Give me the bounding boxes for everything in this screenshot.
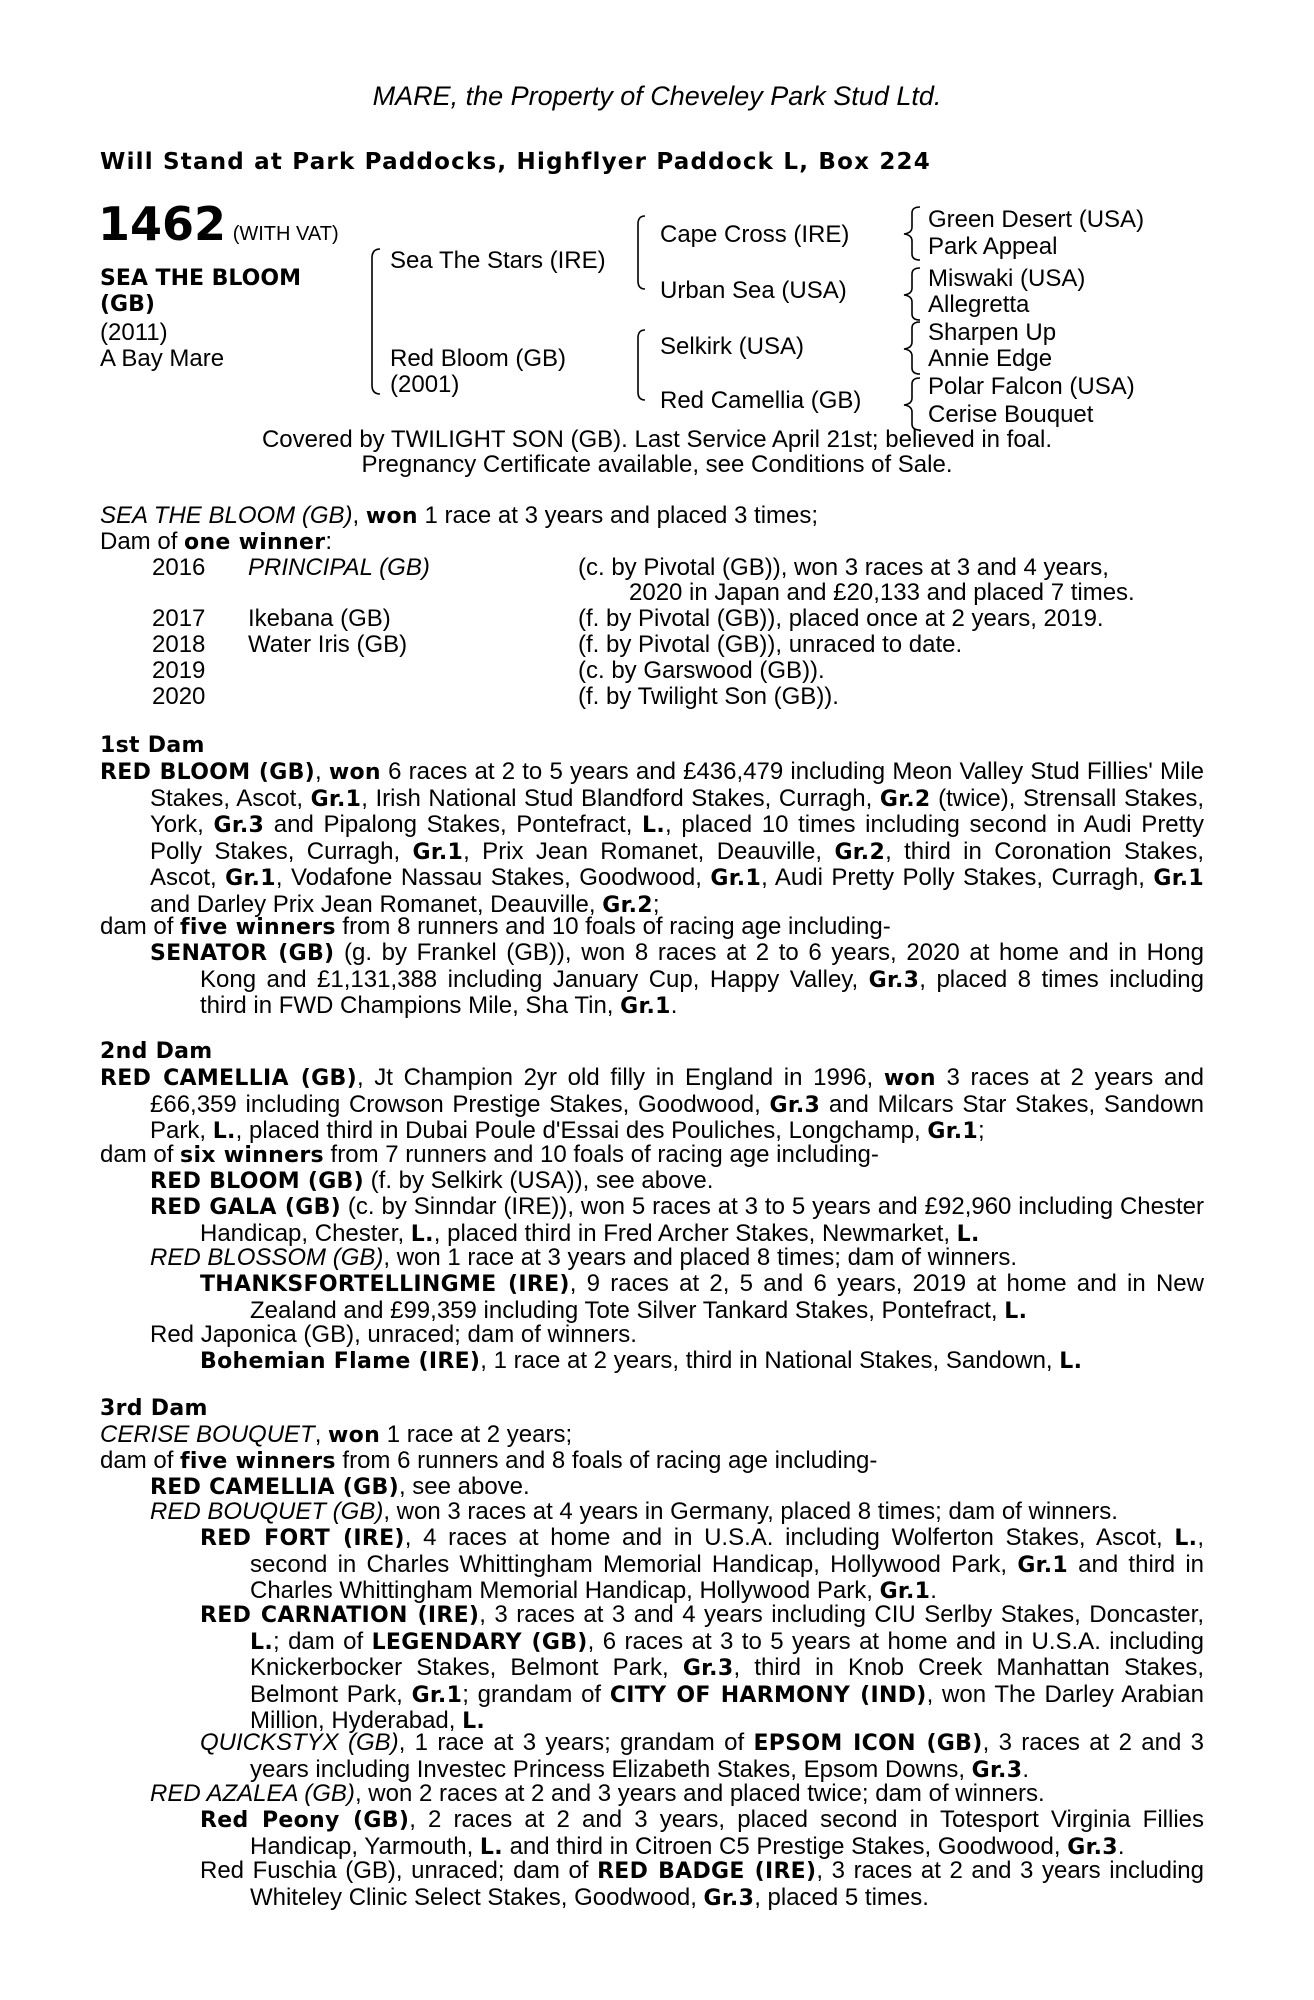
third-dam-record	[100, 1422, 572, 1449]
won-label: won	[328, 760, 381, 785]
winner-name: Bohemian Flame (IRE)	[200, 1349, 481, 1374]
text: , won 1 race at 3 years and placed 8 times; dam of winners.	[383, 1244, 1018, 1271]
grade: Gr.1	[1153, 866, 1204, 892]
grade: Gr.3	[1067, 1834, 1118, 1860]
text: , won The Darley Arabian Million, Hyderabad,	[250, 1680, 1204, 1735]
dam-year: (2001)	[390, 371, 460, 398]
bohemian-flame-entry	[200, 1348, 1082, 1375]
text: dam of	[100, 913, 181, 940]
first-dam-heading: 1st Dam	[100, 733, 205, 758]
mare-record-text: 1 race at 3 years and placed 3 times;	[424, 502, 819, 529]
text: , 3 races at 2 and 3 years including Whiteley Clinic Select Stakes, Goodwood,	[250, 1857, 1204, 1911]
grade: L.	[410, 1221, 434, 1247]
produce-year: 2020	[152, 683, 206, 710]
produce-name: Water Iris (GB)	[248, 631, 408, 658]
grade: L.	[956, 1221, 980, 1247]
grade: Gr.1	[310, 786, 362, 812]
grade: L.	[1174, 1526, 1198, 1551]
won-label: won	[365, 504, 418, 529]
grade: Gr.1	[710, 866, 762, 892]
grade: Gr.3	[213, 813, 265, 839]
text: , placed 10 times including second in Audi Pretty Polly Stakes, Curragh,	[150, 811, 1204, 865]
produce-year: 2018	[152, 631, 206, 658]
text: , 3 races at 3 and 4 years including CIU Serlby Stakes, Doncaster,	[479, 1601, 1204, 1628]
text: , 9 races at 2, 5 and 6 years, 2019 at home and in New Zealand and £99,359 including Tote Silver Tankard Stakes, Pontefract,	[250, 1270, 1204, 1324]
second-dam-record	[100, 1065, 1204, 1145]
red-camellia-entry	[150, 1474, 530, 1501]
dam-of-line	[100, 529, 332, 556]
text: from 6 runners and 8 foals of racing age including-	[335, 1447, 878, 1474]
text: , third in Knob Creek Manhattan Stakes, Belmont Park,	[250, 1654, 1204, 1708]
great-grandparent: Annie Edge	[928, 345, 1053, 372]
text: 1 race at 2 years;	[380, 1421, 573, 1448]
produce-info: (f. by Pivotal (GB)), unraced to date.	[578, 631, 963, 658]
text: dam of	[100, 1141, 181, 1168]
grade: Gr.2	[879, 786, 931, 812]
dam-name: CERISE BOUQUET	[100, 1421, 315, 1448]
produce-year: 2019	[152, 657, 206, 684]
produce-info: (f. by Twilight Son (GB)).	[578, 683, 839, 710]
text: , 1 race at 3 years; grandam of	[398, 1729, 754, 1756]
text: , placed third in Dubai Poule d'Essai des Pouliches, Longchamp,	[235, 1117, 928, 1145]
great-grandparent: Green Desert (USA)	[928, 206, 1145, 233]
pregnancy-line: Pregnancy Certificate available, see Conditions of Sale.	[361, 451, 953, 478]
granddam-1: Urban Sea (USA)	[660, 277, 847, 304]
horse-name: SEA THE BLOOM	[100, 266, 301, 291]
lot-number-value: 1462	[98, 197, 227, 251]
first-dam-record	[100, 759, 1204, 919]
grade: L.	[462, 1709, 486, 1735]
grade: Gr.3	[703, 1885, 755, 1911]
quickstyx-entry	[200, 1730, 1204, 1783]
dam-name: RED BLOOM (GB)	[100, 760, 316, 785]
mare-name: SEA THE BLOOM (GB)	[100, 502, 353, 529]
produce-info: (f. by Pivotal (GB)), placed once at 2 years, 2019.	[578, 605, 1104, 632]
text: .	[1022, 1755, 1029, 1783]
grade: Gr.2	[834, 839, 886, 865]
text: and Milcars Star Stakes, Sandown Park,	[150, 1090, 1205, 1145]
red-bloom-entry	[150, 1168, 713, 1195]
great-grandparent: Allegretta	[928, 291, 1030, 318]
grade: Gr.3	[868, 967, 920, 993]
dam-of-label: Dam of	[100, 528, 178, 555]
grade: L.	[250, 1629, 273, 1655]
winners-count: five winners	[180, 1449, 336, 1474]
text: 3 races at 2 years and £66,359 including Crowson Prestige Stakes, Goodwood,	[150, 1064, 1205, 1118]
winner-name: QUICKSTYX (GB)	[200, 1729, 399, 1756]
winner-name: RED BLOSSOM (GB)	[150, 1244, 384, 1271]
winner-name: RED CAMELLIA (GB)	[150, 1475, 399, 1500]
text: , third in Coronation Stakes, Ascot,	[150, 837, 1204, 892]
first-dam-dam-of	[100, 914, 891, 941]
grade: Gr.1	[1017, 1552, 1068, 1578]
text: , Irish National Stud Blandford Stakes, Curragh,	[361, 784, 880, 812]
grade: Gr.1	[620, 994, 671, 1020]
stand-location: Will Stand at Park Paddocks, Highflyer Paddock L, Box 224	[100, 149, 931, 175]
text: .	[1117, 1832, 1125, 1860]
text: , 2 races at 2 and 3 years, placed second in Totesport Virginia Fillies Handicap, Yarmouth,	[250, 1806, 1205, 1860]
third-dam-dam-of	[100, 1448, 877, 1475]
produce-year: 2017	[152, 605, 206, 632]
text: (f. by Selkirk (USA)), see above.	[363, 1167, 714, 1194]
text: , Audi Pretty Polly Stakes, Curragh,	[761, 864, 1154, 892]
great-grandparent: Sharpen Up	[928, 319, 1057, 346]
text: dam of	[100, 1447, 181, 1474]
grade: Gr.1	[412, 839, 464, 865]
second-dam-dam-of	[100, 1142, 879, 1169]
red-bouquet-entry	[150, 1499, 1118, 1525]
won-label: won	[328, 1423, 381, 1448]
horse-description: A Bay Mare	[100, 345, 225, 372]
page-title: MARE, the Property of Cheveley Park Stud Ltd.	[372, 81, 942, 111]
granddam-2: Red Camellia (GB)	[660, 387, 862, 414]
winner-name: RED BLOOM (GB)	[150, 1169, 364, 1194]
third-dam-heading: 3rd Dam	[100, 1396, 208, 1421]
text: , won 3 races at 4 years in Germany, placed 8 times; dam of winners.	[383, 1498, 1118, 1525]
grade: Gr.3	[682, 1656, 734, 1682]
winners-count: six winners	[180, 1143, 324, 1168]
red-fuschia-entry	[200, 1858, 1204, 1911]
produce-info-cont: 2020 in Japan and £20,133 and placed 7 times.	[629, 579, 1135, 606]
produce-year: 2016	[152, 554, 206, 581]
red-gala-entry	[150, 1194, 1204, 1247]
winner-name: RED BOUQUET (GB)	[150, 1498, 384, 1525]
winners-count: five winners	[180, 915, 336, 940]
horse-name-country: (GB)	[100, 292, 155, 317]
text: 6 races at 2 to 5 years and £436,479 including Meon Valley Stud Fillies' Mile Stakes, Ascot,	[150, 758, 1204, 812]
grade: Gr.3	[971, 1757, 1023, 1783]
winner-name: THANKSFORTELLINGME (IRE)	[200, 1272, 570, 1297]
produce-info: (c. by Garswood (GB)).	[578, 657, 825, 684]
red-japonica-entry: Red Japonica (GB), unraced; dam of winners.	[150, 1321, 637, 1348]
winner-name: RED GALA (GB)	[150, 1195, 341, 1220]
covered-line: Covered by TWILIGHT SON (GB). Last Service April 21st; believed in foal.	[261, 426, 1053, 453]
text: from 7 runners and 10 foals of racing age including-	[323, 1141, 879, 1168]
winner-name: RED FORT (IRE)	[200, 1526, 405, 1551]
great-grandparent: Cerise Bouquet	[928, 401, 1094, 428]
grade: Gr.2	[602, 892, 653, 918]
winner-name: SENATOR (GB)	[150, 941, 335, 966]
grade: L.	[212, 1119, 236, 1145]
grade: Gr.1	[879, 1579, 931, 1605]
winner-name: CITY OF HARMONY (IND)	[609, 1682, 927, 1708]
text: ,	[315, 758, 329, 785]
text: and third in Charles Whittingham Memorial Handicap, Hollywood Park,	[250, 1550, 1205, 1605]
text: ; grandam of	[462, 1680, 610, 1708]
text: , 1 race at 2 years, third in National Stakes, Sandown,	[480, 1347, 1060, 1374]
great-grandparent: Polar Falcon (USA)	[928, 373, 1135, 400]
text: .	[670, 992, 678, 1020]
text: , 6 races at 3 to 5 years at home and in U.S.A. including Knickerbocker Stakes, Belmont Park,	[250, 1627, 1205, 1682]
grandsire-1: Cape Cross (IRE)	[660, 221, 850, 248]
grandsire-2: Selkirk (USA)	[660, 333, 805, 360]
text: Red Fuschia (GB), unraced; dam of	[200, 1857, 598, 1884]
text: , 4 races at home and in U.S.A. including Wolferton Stakes, Ascot,	[404, 1524, 1175, 1551]
text: , second in Charles Whittingham Memorial Handicap, Hollywood Park,	[250, 1524, 1204, 1578]
text: from 8 runners and 10 foals of racing age including-	[335, 913, 891, 940]
winner-name: EPSOM ICON (GB)	[753, 1731, 983, 1756]
winner-name: RED AZALEA (GB)	[150, 1780, 355, 1807]
grade: Gr.3	[769, 1092, 821, 1118]
colon: :	[325, 528, 333, 555]
red-blossom-entry	[150, 1245, 1017, 1271]
text: ;	[977, 1117, 985, 1145]
text: and Pipalong Stakes, Pontefract,	[264, 811, 643, 839]
dam-name: RED CAMELLIA (GB)	[100, 1066, 357, 1091]
text: , placed 5 times.	[754, 1883, 929, 1911]
thanksfortellingme-entry	[200, 1271, 1204, 1324]
grade: L.	[642, 813, 666, 839]
text: , Jt Champion 2yr old filly in England in 1996,	[356, 1064, 884, 1091]
text: ;	[652, 890, 660, 918]
text: , placed 8 times including third in FWD Champions Mile, Sha Tin,	[200, 965, 1204, 1020]
red-peony-entry	[200, 1807, 1204, 1860]
text: .	[930, 1577, 937, 1605]
horse-year: (2011)	[100, 319, 168, 346]
senator-entry	[150, 940, 1204, 1020]
grade: Gr.1	[411, 1682, 463, 1708]
sire: Sea The Stars (IRE)	[390, 247, 606, 274]
produce-name: Ikebana (GB)	[248, 605, 391, 632]
text: ; dam of	[272, 1627, 372, 1655]
text: and Darley Prix Jean Romanet, Deauville,	[150, 890, 603, 918]
text: , 3 races at 2 and 3 years including Investec Princess Elizabeth Stakes, Epsom Downs,	[250, 1729, 1204, 1783]
produce-name: PRINCIPAL (GB)	[248, 554, 430, 581]
mare-record	[100, 503, 818, 530]
text: , see above.	[398, 1473, 530, 1500]
text: and third in Citroen C5 Prestige Stakes, Goodwood,	[502, 1832, 1068, 1860]
produce-info: (c. by Pivotal (GB)), won 3 races at 3 and 4 years,	[578, 554, 1109, 581]
grade: L.	[1059, 1349, 1083, 1374]
winner-name: LEGENDARY (GB)	[371, 1629, 588, 1655]
winner-name: RED BADGE (IRE)	[597, 1859, 817, 1884]
great-grandparent: Miswaki (USA)	[928, 265, 1086, 292]
red-carnation-entry	[200, 1602, 1204, 1735]
red-fort-entry	[200, 1525, 1204, 1605]
winners-count: one winner	[184, 530, 326, 555]
winner-name: Red Peony (GB)	[200, 1808, 410, 1833]
comma: ,	[352, 502, 366, 529]
red-azalea-entry	[150, 1781, 1045, 1807]
grade: L.	[1004, 1298, 1028, 1324]
text: (c. by Sinndar (IRE)), won 5 races at 3 to 5 years and £92,960 including Chester Handicap, Chester,	[200, 1193, 1204, 1247]
grade: Gr.1	[927, 1119, 978, 1145]
grade: Gr.1	[225, 866, 276, 892]
text: , Vodafone Nassau Stakes, Goodwood,	[275, 864, 711, 892]
vat-label: (WITH VAT)	[232, 223, 339, 245]
text: , placed third in Fred Archer Stakes, Newmarket,	[433, 1219, 957, 1247]
text: (twice), Strensall Stakes, York,	[150, 784, 1205, 839]
dam: Red Bloom (GB)	[390, 345, 567, 372]
text: , won 2 races at 2 and 3 years and placed twice; dam of winners.	[354, 1780, 1045, 1807]
second-dam-heading: 2nd Dam	[100, 1039, 213, 1064]
winner-name: RED CARNATION (IRE)	[200, 1603, 480, 1628]
great-grandparent: Park Appeal	[928, 233, 1058, 260]
text: ,	[314, 1421, 329, 1448]
text: (g. by Frankel (GB)), won 8 races at 2 to 6 years, 2020 at home and in Hong Kong and £1,131,388 including January Cup, Happy Valley,	[200, 939, 1204, 993]
won-label: won	[883, 1066, 936, 1091]
grade: L.	[479, 1834, 503, 1860]
text: , Prix Jean Romanet, Deauville,	[463, 837, 835, 865]
